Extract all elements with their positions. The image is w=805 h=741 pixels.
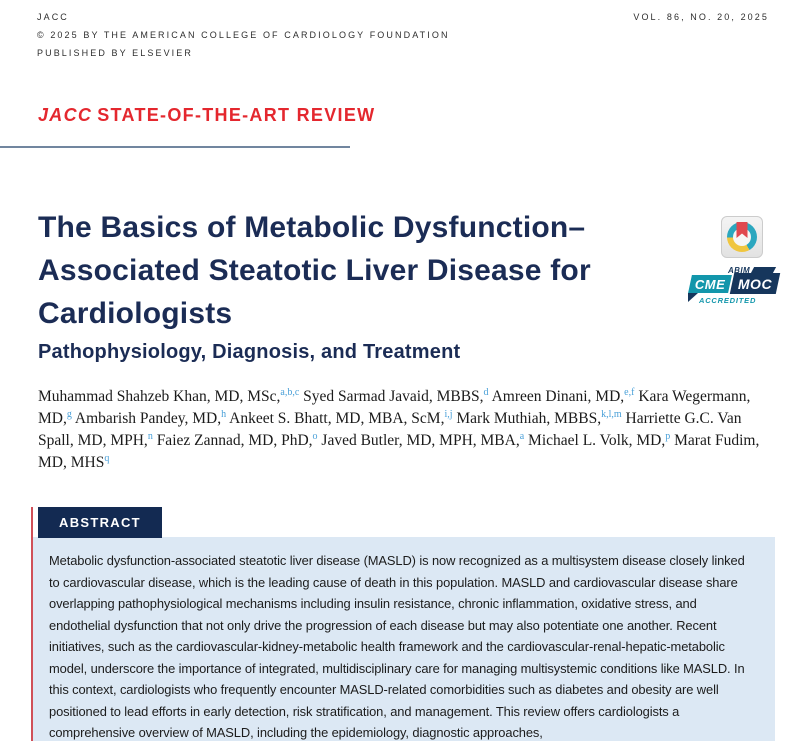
author-affiliation-superscript: n (147, 430, 153, 442)
article-subtitle: Pathophysiology, Diagnosis, and Treatment (38, 341, 461, 363)
series-heading (38, 105, 375, 126)
article-title (38, 206, 591, 335)
masthead-left (37, 8, 450, 62)
author-affiliation-superscript: d (483, 386, 489, 398)
title-line-2: Associated Steatotic Liver Disease for (38, 254, 591, 287)
moc-label: MOC (737, 275, 773, 292)
publisher-line: PUBLISHED BY ELSEVIER (37, 48, 193, 58)
author-affiliation-superscript: k,l,m (601, 408, 622, 420)
title-line-1: The Basics of Metabolic Dysfunction– (38, 211, 586, 244)
accredited-label: ACCREDITED (699, 296, 757, 305)
moc-label-shape (730, 273, 780, 294)
author-name: Faiez Zannad, MD, PhD, (156, 432, 313, 449)
cme-badge[interactable] (688, 214, 780, 310)
author-affiliation-superscript: p (665, 430, 671, 442)
author-name: Ankeet S. Bhatt, MD, MBA, ScM, (229, 410, 445, 427)
series-journal-abbr: JACC (38, 105, 93, 125)
abstract-section (33, 537, 775, 741)
author-name: Mark Muthiah, MBBS, (456, 410, 602, 427)
banner-corner-shape (688, 293, 698, 302)
cme-label: CME (694, 276, 726, 292)
author-name: Ambarish Pandey, MD, (74, 410, 222, 427)
author-affiliation-superscript: a,b,c (280, 386, 300, 398)
cme-label-shape (688, 275, 732, 293)
author-affiliation-superscript: a (519, 430, 525, 442)
author-name: Muhammad Shahzeb Khan, MD, MSc, (38, 388, 281, 405)
author-name: Kara Wegermann, MD, (38, 388, 751, 427)
author-affiliation-superscript: e,f (624, 386, 635, 398)
abim-label: ABIM (728, 266, 751, 275)
abstract-label: ABSTRACT (38, 507, 162, 538)
author-affiliation-superscript: h (221, 408, 227, 420)
author-affiliation-superscript: o (312, 430, 318, 442)
title-line-3: Cardiologists (38, 297, 233, 330)
author-name: Syed Sarmad Javaid, MBBS, (303, 388, 484, 405)
author-list (38, 386, 776, 474)
copyright-line: © 2025 BY THE AMERICAN COLLEGE OF CARDIOLOGY FOUNDATION (37, 30, 450, 40)
abstract-text: Metabolic dysfunction-associated steatotic liver disease (MASLD) is now recognized as a multisystem disease closely linked to cardiovascular disease, which is the leading cause of death in this population. MASLD and cardiovascular disease share overlapping pathophysiological mechanisms including insulin resistance, chronic inflammation, oxidative stress, and endothelial dysfunction that not only drive the progression of each disease but may also potentiate one another. Recent initiatives, such as the cardiovascular-kidney-metabolic health framework and the cardiovascular-renal-hepatic-metabolic model, underscore the importance of integrated, multidisciplinary care for managing multisystemic conditions like MASLD. In this context, cardiologists who frequently encounter MASLD-related comorbidities such as diabetes and obesity are well positioned to lead efforts in early detection, risk stratification, and management. This review offers cardiologists a comprehensive overview of MASLD, including the epidemiology, diagnostic approaches, (49, 553, 745, 740)
volume-info: VOL. 86, NO. 20, 2025 (633, 12, 769, 22)
author-affiliation-superscript: i,j (444, 408, 453, 420)
divider-line (0, 146, 350, 148)
author-name: Michael L. Volk, MD, (528, 432, 666, 449)
journal-name: JACC (37, 12, 69, 22)
cme-moc-banner (688, 266, 780, 310)
author-name: Javed Butler, MD, MPH, MBA, (321, 432, 520, 449)
author-name: Marat Fudim, MD, MHS (38, 432, 760, 471)
series-title: STATE-OF-THE-ART REVIEW (97, 105, 376, 125)
cme-logo-icon (721, 216, 763, 258)
author-name: Harriette G.C. Van Spall, MD, MPH, (38, 410, 742, 449)
author-affiliation-superscript: q (104, 452, 110, 464)
author-affiliation-superscript: g (66, 408, 72, 420)
author-name: Amreen Dinani, MD, (491, 388, 625, 405)
